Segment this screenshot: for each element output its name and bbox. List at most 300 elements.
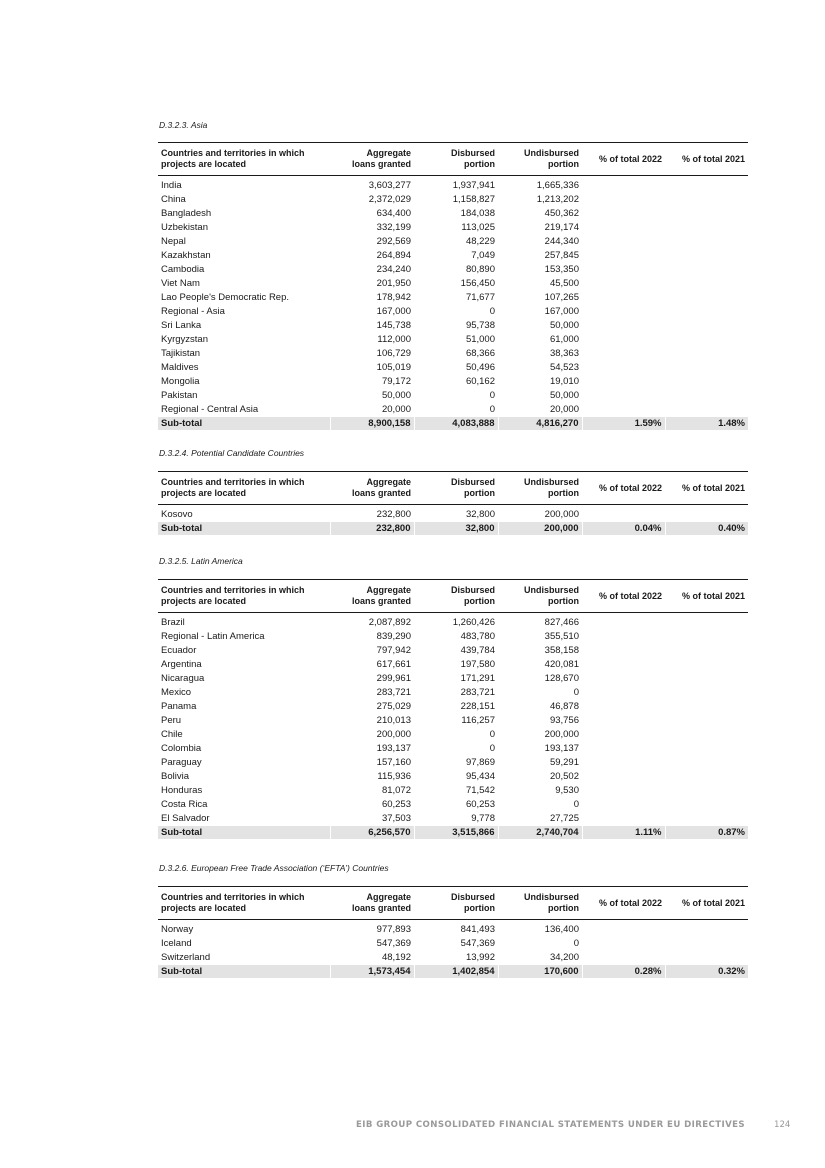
pct-2021-cell [665,361,748,375]
country-cell: Iceland [161,938,192,949]
aggregate-cell: 115,936 [377,771,411,782]
section-title: D.3.2.4. Potential Candidate Countries [159,448,305,458]
pct-2022-cell [582,672,665,686]
pct-2021-cell [665,375,748,389]
country-cell: Nicaragua [161,673,205,684]
undisbursed-cell: 61,000 [549,334,579,345]
column-header-country [158,143,330,176]
pct-2022-cell [582,616,665,630]
subtotal-aggregate: 8,900,158 [330,417,414,430]
subtotal-undisbursed: 2,740,704 [498,826,582,839]
aggregate-cell: 232,800 [376,509,411,520]
header-label: Disbursed [450,148,495,158]
country-cell: Peru [161,715,182,726]
header-row [158,887,748,920]
disbursed-cell: 50,496 [465,362,495,373]
aggregate-cell: 157,160 [376,757,411,768]
pct-2021-cell [665,812,748,826]
subtotal-undisbursed: 200,000 [498,522,582,535]
aggregate-cell: 275,029 [376,701,411,712]
table-row [158,263,748,277]
undisbursed-cell: 20,000 [549,404,579,415]
undisbursed-cell: 54,523 [549,362,579,373]
disbursed-cell: 156,450 [460,278,495,289]
table-row [158,770,748,784]
aggregate-cell: 50,000 [381,390,411,401]
disbursed-cell: 197,580 [460,659,495,670]
header-label: projects are located [161,903,247,913]
header-label: projects are located [161,596,247,606]
pct-2021-cell [665,714,748,728]
undisbursed-cell: 1,213,202 [536,194,579,205]
page-footer: EIB GROUP CONSOLIDATED FINANCIAL STATEMENTS UNDER EU DIRECTIVES [355,1120,745,1130]
disbursed-cell: 80,890 [465,264,495,275]
pct-2022-cell [582,333,665,347]
undisbursed-cell: 257,845 [544,250,579,261]
disbursed-cell: 0 [489,404,495,415]
aggregate-cell: 234,240 [376,264,411,275]
country-cell: Ecuador [161,645,197,656]
country-cell: Cambodia [161,264,205,275]
header-label: Undisbursed [523,477,579,487]
aggregate-cell: 264,894 [376,250,411,261]
country-cell: Bangladesh [161,208,212,219]
disbursed-cell: 60,253 [465,799,495,810]
pct-2021-cell [665,798,748,812]
country-cell: Regional - Central Asia [161,404,259,415]
header-row [158,580,748,613]
aggregate-cell: 2,372,029 [368,194,411,205]
disbursed-cell: 95,738 [465,320,495,331]
disbursed-cell: 0 [489,729,495,740]
country-cell: El Salvador [161,813,210,824]
disbursed-cell: 283,721 [460,687,495,698]
financial-table [158,579,748,839]
pct-2021-cell [665,923,748,937]
pct-2022-cell [582,812,665,826]
disbursed-cell: 7,049 [471,250,495,261]
subtotal-row [158,965,748,978]
table-row [158,700,748,714]
table-row [158,686,748,700]
subtotal-undisbursed: 4,816,270 [498,417,582,430]
aggregate-cell: 167,000 [376,306,411,317]
pct-2022-cell [582,770,665,784]
table-row [158,508,748,522]
undisbursed-cell: 0 [573,687,579,698]
pct-2021-cell [665,235,748,249]
header-label: Countries and territories in which [161,892,305,902]
header-row [158,143,748,176]
table-row [158,389,748,403]
table-row [158,179,748,193]
country-cell: Mexico [161,687,192,698]
pct-2022-cell [582,389,665,403]
undisbursed-cell: 193,137 [544,743,579,754]
disbursed-cell: 0 [489,306,495,317]
header-label: Undisbursed [523,585,579,595]
country-cell: Paraguay [161,757,202,768]
pct-2022-cell [582,784,665,798]
disbursed-cell: 9,778 [471,813,495,824]
aggregate-cell: 112,000 [377,334,411,345]
header-label: Countries and territories in which [161,477,305,487]
pct-2021-cell [665,333,748,347]
pct-2022-cell [582,714,665,728]
financial-table [158,142,748,430]
country-cell: Mongolia [161,376,200,387]
pct-2021-cell [665,193,748,207]
subtotal-row [158,826,748,839]
aggregate-cell: 79,172 [381,376,411,387]
subtotal-row [158,417,748,430]
pct-2021-cell [665,937,748,951]
pct-2022-cell [582,630,665,644]
table-row [158,658,748,672]
pct-2021-cell [665,644,748,658]
pct-2022-cell [582,235,665,249]
undisbursed-cell: 93,756 [549,715,579,726]
table-row [158,207,748,221]
pct-2022-cell [582,644,665,658]
undisbursed-cell: 358,158 [544,645,579,656]
pct-2022-cell [582,658,665,672]
section-title: D.3.2.5. Latin America [159,556,243,566]
header-label: Disbursed [450,892,495,902]
undisbursed-cell: 355,510 [544,631,579,642]
subtotal-pct-2022: 0.28% [582,965,665,978]
pct-2021-cell [665,508,748,522]
header-label: Undisbursed [523,148,579,158]
disbursed-cell: 51,000 [465,334,495,345]
column-header-pct-2022: % of total 2022 [582,887,665,920]
header-label: portion [548,488,579,498]
country-cell: Norway [161,924,194,935]
undisbursed-cell: 450,362 [544,208,579,219]
pct-2021-cell [665,672,748,686]
pct-2021-cell [665,728,748,742]
pct-2022-cell [582,798,665,812]
table-row [158,249,748,263]
aggregate-cell: 105,019 [376,362,411,373]
pct-2021-cell [665,630,748,644]
aggregate-cell: 200,000 [376,729,411,740]
header-label: Countries and territories in which [161,585,305,595]
header-label: portion [464,596,495,606]
pct-2021-cell [665,291,748,305]
table-row [158,375,748,389]
table-row [158,742,748,756]
pct-2021-cell [665,221,748,235]
header-label: loans granted [351,488,411,498]
column-header-aggregate [330,887,414,920]
column-header-pct-2021: % of total 2021 [665,472,748,505]
undisbursed-cell: 27,725 [549,813,579,824]
header-label: Aggregate [366,585,411,595]
pct-2021-cell [665,347,748,361]
column-header-undisbursed [498,580,582,613]
undisbursed-cell: 219,174 [544,222,579,233]
pct-2022-cell [582,403,665,417]
column-header-undisbursed [498,143,582,176]
header-label: loans granted [351,596,411,606]
undisbursed-cell: 45,500 [549,278,579,289]
disbursed-cell: 113,025 [461,222,495,233]
disbursed-cell: 13,992 [465,952,495,963]
pct-2022-cell [582,347,665,361]
pct-2021-cell [665,700,748,714]
undisbursed-cell: 9,530 [555,785,579,796]
pct-2021-cell [665,263,748,277]
undisbursed-cell: 128,670 [544,673,579,684]
disbursed-cell: 1,158,827 [452,194,495,205]
disbursed-cell: 95,434 [465,771,495,782]
header-label: portion [548,159,579,169]
subtotal-aggregate: 1,573,454 [330,965,414,978]
section-title: D.3.2.6. European Free Trade Association (‘EFTA’) Countries [159,863,389,873]
country-cell: Nepal [161,236,186,247]
column-header-pct-2022: % of total 2022 [582,580,665,613]
pct-2021-cell [665,249,748,263]
aggregate-cell: 797,942 [376,645,411,656]
aggregate-cell: 60,253 [381,799,411,810]
aggregate-cell: 299,961 [376,673,411,684]
pct-2022-cell [582,361,665,375]
table-row [158,403,748,417]
header-label: Aggregate [366,148,411,158]
pct-2021-cell [665,277,748,291]
undisbursed-cell: 827,466 [544,617,579,628]
column-header-aggregate [330,143,414,176]
country-cell: Uzbekistan [161,222,208,233]
pct-2022-cell [582,951,665,965]
undisbursed-cell: 20,502 [549,771,579,782]
undisbursed-cell: 59,291 [549,757,579,768]
undisbursed-cell: 244,340 [544,236,579,247]
column-header-undisbursed [498,887,582,920]
country-cell: Panama [161,701,197,712]
table-row [158,644,748,658]
pct-2021-cell [665,616,748,630]
country-cell: Regional - Asia [161,306,225,317]
header-label: Disbursed [450,585,495,595]
subtotal-label: Sub-total [158,965,330,978]
undisbursed-cell: 0 [573,799,579,810]
subtotal-label: Sub-total [158,826,330,839]
aggregate-cell: 332,199 [376,222,411,233]
disbursed-cell: 841,493 [460,924,495,935]
aggregate-cell: 20,000 [381,404,411,415]
header-label: Undisbursed [523,892,579,902]
table-row [158,347,748,361]
country-cell: Viet Nam [161,278,200,289]
undisbursed-cell: 200,000 [544,509,579,520]
country-cell: Costa Rica [161,799,208,810]
undisbursed-cell: 420,081 [544,659,579,670]
subtotal-pct-2021: 0.32% [665,965,748,978]
header-label: loans granted [351,903,411,913]
header-label: Countries and territories in which [161,148,305,158]
header-label: Aggregate [366,477,411,487]
pct-2022-cell [582,700,665,714]
aggregate-cell: 547,369 [376,938,411,949]
aggregate-cell: 81,072 [381,785,411,796]
disbursed-cell: 0 [489,743,495,754]
aggregate-cell: 617,661 [376,659,411,670]
header-label: portion [464,903,495,913]
table-row [158,714,748,728]
pct-2021-cell [665,686,748,700]
undisbursed-cell: 50,000 [549,320,579,331]
pct-2022-cell [582,742,665,756]
table-row [158,361,748,375]
header-label: portion [464,488,495,498]
aggregate-cell: 839,290 [376,631,411,642]
undisbursed-cell: 38,363 [549,348,579,359]
pct-2022-cell [582,179,665,193]
table-row [158,798,748,812]
subtotal-disbursed: 1,402,854 [414,965,498,978]
disbursed-cell: 71,542 [465,785,495,796]
table-row [158,630,748,644]
country-cell: Colombia [161,743,202,754]
pct-2022-cell [582,207,665,221]
country-cell: Kyrgyzstan [161,334,208,345]
undisbursed-cell: 107,265 [544,292,579,303]
column-header-undisbursed [498,472,582,505]
table-row [158,305,748,319]
column-header-country [158,887,330,920]
disbursed-cell: 1,260,426 [452,617,495,628]
financial-table [158,886,748,978]
table-row [158,812,748,826]
header-label: Disbursed [450,477,495,487]
column-header-aggregate [330,580,414,613]
disbursed-cell: 547,369 [460,938,495,949]
country-cell: Honduras [161,785,203,796]
undisbursed-cell: 200,000 [544,729,579,740]
pct-2021-cell [665,207,748,221]
header-label: Aggregate [366,892,411,902]
pct-2021-cell [665,389,748,403]
pct-2022-cell [582,728,665,742]
column-header-country [158,580,330,613]
column-header-pct-2021: % of total 2021 [665,143,748,176]
pct-2022-cell [582,277,665,291]
disbursed-cell: 171,291 [460,673,495,684]
subtotal-undisbursed: 170,600 [498,965,582,978]
header-label: portion [548,903,579,913]
pct-2021-cell [665,756,748,770]
pct-2021-cell [665,784,748,798]
table-row [158,616,748,630]
country-cell: China [161,194,186,205]
pct-2022-cell [582,756,665,770]
pct-2022-cell [582,221,665,235]
country-cell: Maldives [161,362,199,373]
disbursed-cell: 71,677 [465,292,495,303]
table-row [158,193,748,207]
undisbursed-cell: 1,665,336 [536,180,579,191]
aggregate-cell: 977,893 [376,924,411,935]
aggregate-cell: 37,503 [381,813,411,824]
header-label: projects are located [161,488,247,498]
subtotal-disbursed: 3,515,866 [414,826,498,839]
subtotal-pct-2022: 0.04% [582,522,665,535]
country-cell: Kazakhstan [161,250,211,261]
subtotal-disbursed: 32,800 [414,522,498,535]
pct-2021-cell [665,319,748,333]
pct-2022-cell [582,291,665,305]
aggregate-cell: 106,729 [376,348,411,359]
pct-2022-cell [582,923,665,937]
subtotal-label: Sub-total [158,522,330,535]
subtotal-label: Sub-total [158,417,330,430]
table-row [158,923,748,937]
aggregate-cell: 193,137 [376,743,411,754]
table-row [158,951,748,965]
pct-2021-cell [665,951,748,965]
header-row [158,472,748,505]
table-row [158,756,748,770]
aggregate-cell: 48,192 [381,952,411,963]
aggregate-cell: 145,738 [376,320,411,331]
pct-2022-cell [582,937,665,951]
country-cell: Switzerland [161,952,211,963]
disbursed-cell: 483,780 [460,631,495,642]
column-header-pct-2022: % of total 2022 [582,143,665,176]
table-row [158,235,748,249]
column-header-pct-2021: % of total 2021 [665,887,748,920]
pct-2021-cell [665,658,748,672]
pct-2022-cell [582,508,665,522]
undisbursed-cell: 0 [573,938,579,949]
subtotal-aggregate: 6,256,570 [330,826,414,839]
country-cell: Argentina [161,659,202,670]
country-cell: Bolivia [161,771,189,782]
disbursed-cell: 184,038 [460,208,495,219]
pct-2021-cell [665,305,748,319]
header-label: projects are located [161,159,247,169]
disbursed-cell: 32,800 [465,509,495,520]
undisbursed-cell: 50,000 [549,390,579,401]
aggregate-cell: 292,569 [376,236,411,247]
table-row [158,937,748,951]
pct-2022-cell [582,249,665,263]
disbursed-cell: 97,869 [465,757,495,768]
table-row [158,784,748,798]
table-row [158,291,748,305]
aggregate-cell: 210,013 [376,715,411,726]
pct-2022-cell [582,305,665,319]
pct-2022-cell [582,319,665,333]
undisbursed-cell: 153,350 [544,264,579,275]
country-cell: Brazil [161,617,185,628]
undisbursed-cell: 34,200 [549,952,579,963]
aggregate-cell: 201,950 [376,278,411,289]
header-label: portion [464,159,495,169]
page-number: 124 [774,1120,791,1130]
pct-2022-cell [582,375,665,389]
table-row [158,277,748,291]
column-header-disbursed [414,472,498,505]
table-row [158,333,748,347]
country-cell: Tajikistan [161,348,201,359]
pct-2021-cell [665,770,748,784]
table-row [158,728,748,742]
pct-2022-cell [582,193,665,207]
column-header-pct-2022: % of total 2022 [582,472,665,505]
